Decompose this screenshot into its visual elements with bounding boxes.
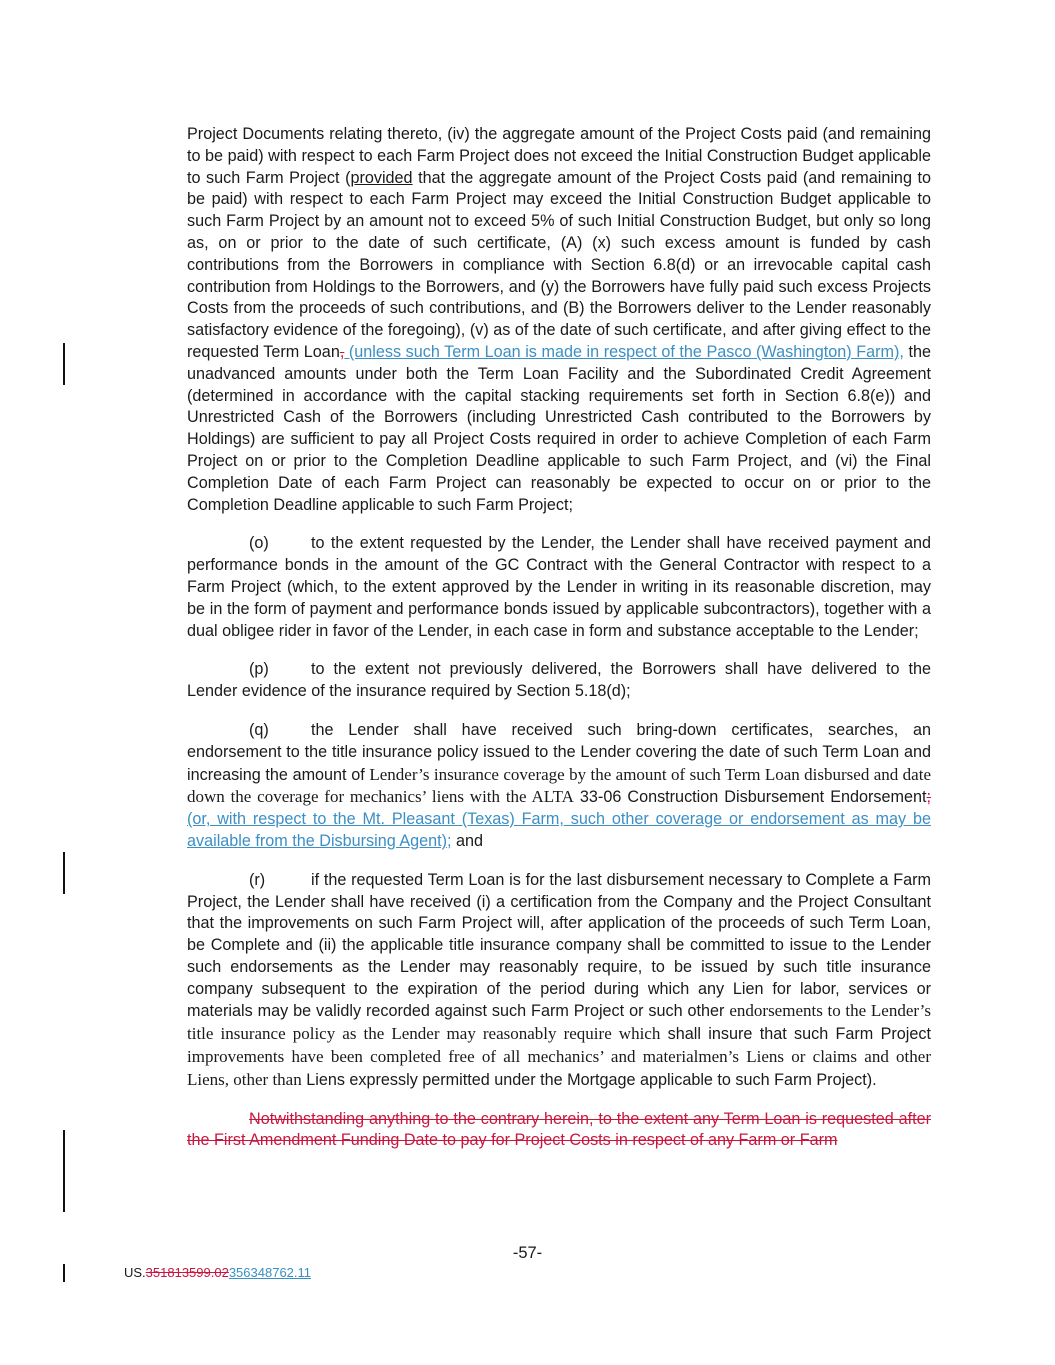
deleted-paragraph bbox=[187, 1109, 931, 1153]
clause-q: (q) the Lender shall have received such bring-down certificates, searches, an endorsement to the title insurance policy issued to the Lender covering the date of such Term Loan and increasing the amount of Lender’s insurance coverage by the amount of such Term Loan disbursed and date down the coverage for mechanics’ liens with the ALTA 33-06 Construction Disbursement Endorsement; (or, with respect to the Mt. Pleasant (Texas) Farm, such other coverage or endorsement as may be available from the Disbursing Agent); and bbox=[187, 720, 932, 850]
clause-marker: (p) bbox=[249, 660, 269, 679]
clause-marker: (q) bbox=[249, 720, 269, 739]
provided-term: provided bbox=[350, 168, 413, 187]
change-bar bbox=[63, 343, 65, 385]
document-id: US.351813599.02356348762.11 bbox=[124, 1265, 312, 1280]
paragraph-continuation: Project Documents relating thereto, (iv) the aggregate amount of the Project Costs paid (and remaining to be paid) with respect to each Farm Project does not exceed the Initial Construction Budget applicable to such Farm Project (provided that the aggregate amount of the Project Costs paid (and remaining to be paid) with respect to each Farm Project may exceed the Initial Construction Budget applicable to such Farm Project by an amount not to exceed 5% of such Initial Construction Budget, but only so long as, on or prior to the date of such certificate, (A) (x) such excess amount is funded by cash contributions from the Borrowers in compliance with Section 6.8(d) or an irrevocable capital cash contribution from Holdings to the Borrowers, and (y) the Borrowers have fully paid such excess Projects Costs from the proceeds of such contributions, and (B) the Borrowers deliver to the Lender reasonably satisfactory evidence of the foregoing), (v) as of the date of such certificate, and after giving effect to the requested Term Loan, (unless such Term Loan is made in respect of the Pasco (Washington) Farm), the unadvanced amounts under both the Term Loan Facility and the Subordinated Credit Agreement (determined in accordance with the capital stacking requirements set forth in Section 6.8(e)) and Unrestricted Cash of the Borrowers (including Unrestricted Cash contributed to the Borrowers by Holdings) are sufficient to pay all Project Costs required in order to achieve Completion of each Farm Project on or prior to the Completion Deadline applicable to such Farm Project, and (vi) the Final Completion Date of each Farm Project can reasonably be expected to occur on or prior to the Completion Deadline applicable to such Farm Project; bbox=[187, 125, 931, 514]
document-body bbox=[187, 124, 931, 1169]
clause-marker: (r) bbox=[249, 870, 266, 889]
inserted-text: (unless such Term Loan is made in respect of the Pasco (Washington) Farm), bbox=[344, 342, 904, 361]
clause-o: (o) to the extent requested by the Lender, the Lender shall have received payment and performance bonds in the amount of the GC Contract with the General Contractor with respect to a Farm Project (which, to the extent approved by the Lender in writing in its reasonable discretion, may be in the form of payment and performance bonds issued by applicable subcontractors), together with a dual obligee rider in favor of the Lender, in each case in form and substance acceptable to the Lender; bbox=[187, 534, 931, 640]
deleted-text: Notwithstanding anything to the contrary herein, to the extent any Term Loan is requested after the First Amendment Funding Date to pay for Project Costs in respect of any Farm or Farm bbox=[187, 1109, 931, 1150]
inserted-text: (or, with respect to the Mt. Pleasant (Texas) Farm, such other coverage or endorsement as may be available from the Disbursing Agent); bbox=[187, 810, 931, 850]
clause-marker: (o) bbox=[249, 534, 269, 553]
change-bar bbox=[63, 1264, 65, 1282]
change-bar bbox=[63, 1130, 65, 1212]
inserted-doc-id: 356348762.11 bbox=[228, 1265, 312, 1280]
clause-p: (p) to the extent not previously delivered, the Borrowers shall have delivered to the Lender evidence of the insurance required by Section 5.18(d); bbox=[187, 660, 931, 701]
deleted-text: ; bbox=[926, 788, 932, 807]
deleted-text: , bbox=[339, 342, 345, 361]
page-number: -57- bbox=[512, 1244, 543, 1262]
change-bar bbox=[63, 852, 65, 894]
deleted-doc-id: 351813599.02 bbox=[145, 1265, 229, 1280]
clause-r: (r) if the requested Term Loan is for the last disbursement necessary to Complete a Farm Project, the Lender shall have received (i) a certification from the Company and the Project Consultant that the improvements on such Farm Project will, after application of the proceeds of such Term Loan, be Complete and (ii) the applicable title insurance company shall be committed to issue to the Lender such endorsements as the Lender may reasonably require, to be issued by such title insurance company subsequent to the expiration of the period during which any Lien for labor, services or materials may be validly recorded against such Farm Project or such other endorsements to the Lender’s title insurance policy as the Lender may reasonably require which shall insure that such Farm Project improvements have been completed free of all mechanics’ and materialmen’s Liens or claims and other Liens, other than Liens expressly permitted under the Mortgage applicable to such Farm Project). bbox=[187, 870, 931, 1089]
